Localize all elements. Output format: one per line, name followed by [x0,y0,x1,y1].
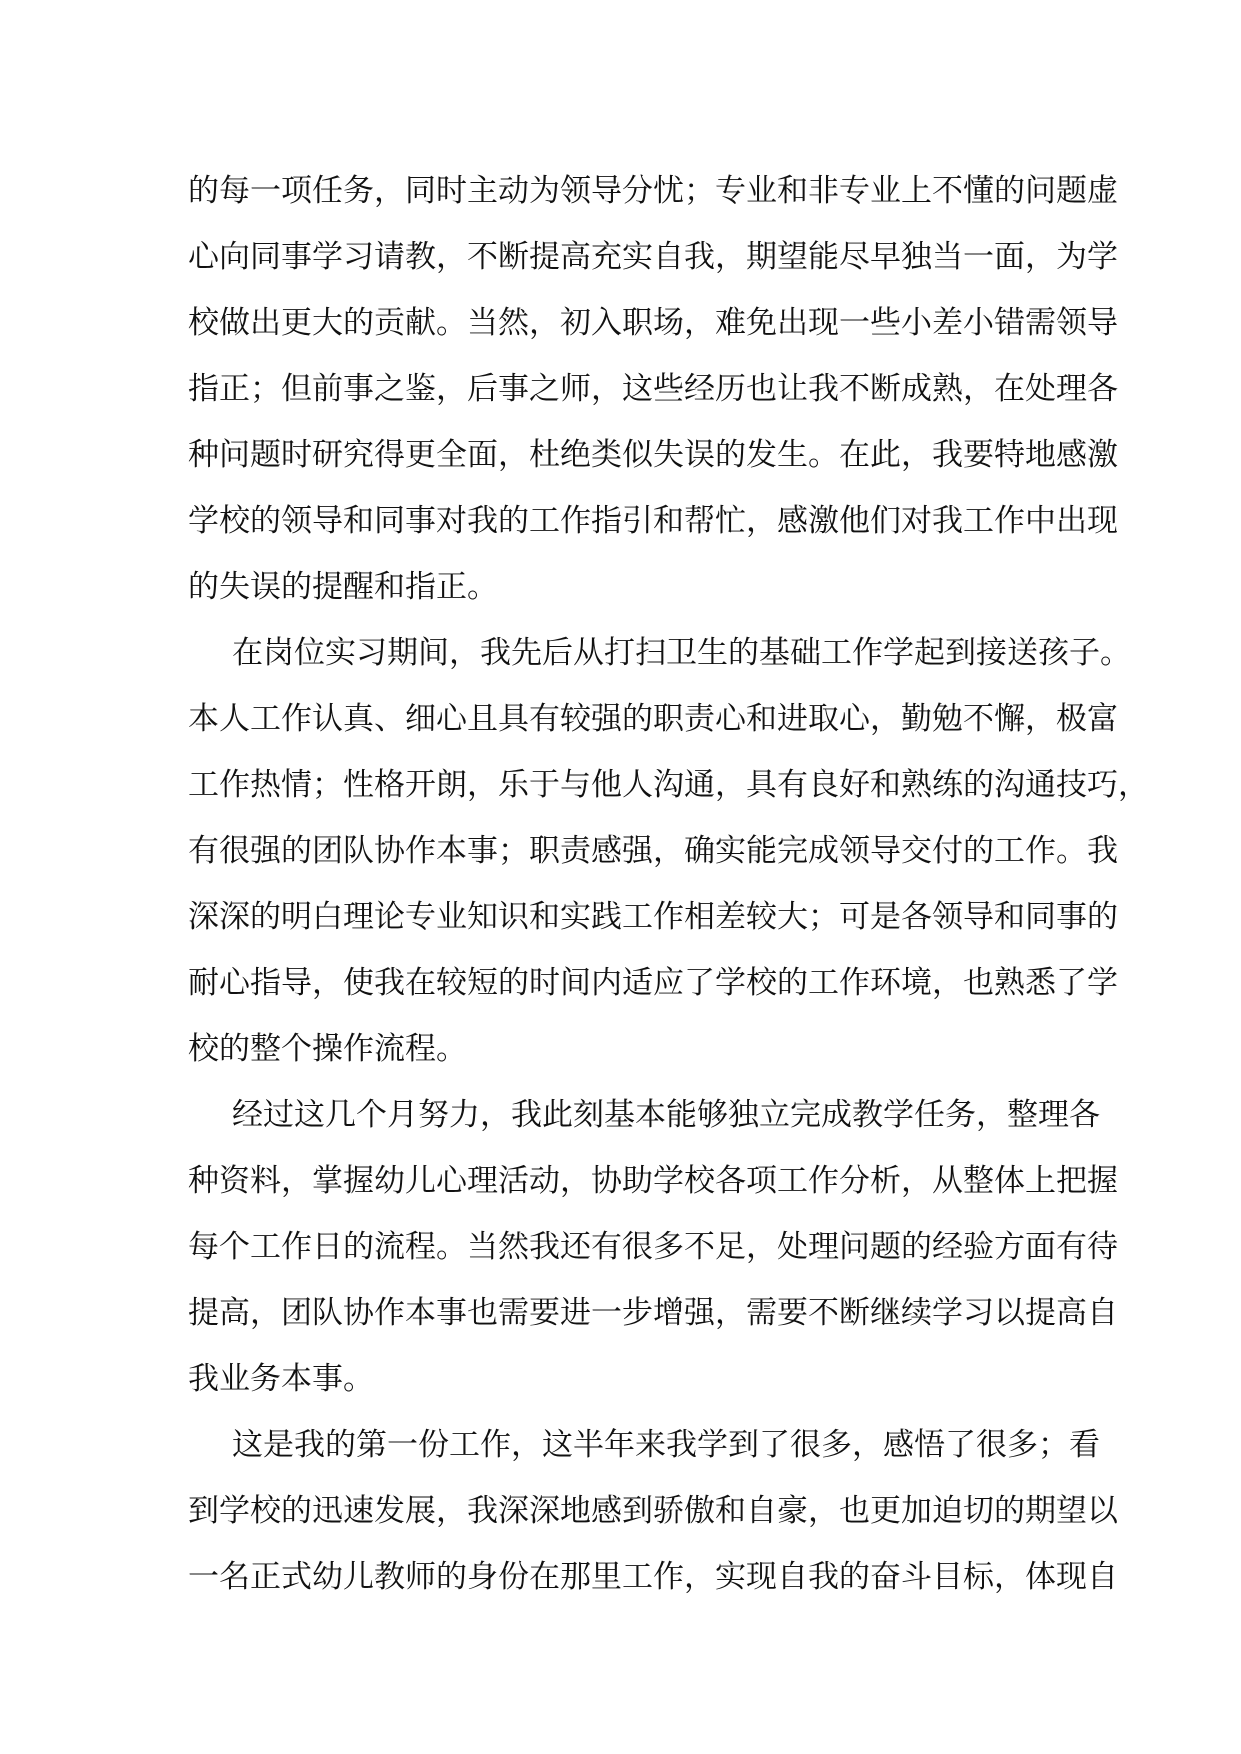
text-line: 心向同事学习请教，不断提高充实自我，期望能尽早独当一面，为学 [188,239,1118,275]
text-line: 我业务本事。 [188,1361,374,1397]
text-line: 有很强的团队协作本事；职责感强，确实能完成领导交付的工作。我 [188,833,1118,869]
text-line: 提高，团队协作本事也需要进一步增强，需要不断继续学习以提高自 [188,1295,1118,1331]
text-line: 指正；但前事之鉴，后事之师，这些经历也让我不断成熟，在处理各 [188,371,1118,407]
text-line: 校做出更大的贡献。当然，初入职场，难免出现一些小差小错需领导 [188,305,1118,341]
body-text [188,158,1149,1610]
text-line: 本人工作认真、细心且具有较强的职责心和进取心，勤勉不懈，极富 [188,701,1118,737]
paragraph-first-line: 经过这几个月努力，我此刻基本能够独立完成教学任务，整理各 [232,1097,1100,1133]
text-line: 到学校的迅速发展，我深深地感到骄傲和自豪，也更加迫切的期望以 [188,1493,1118,1529]
text-line: 学校的领导和同事对我的工作指引和帮忙，感激他们对我工作中出现 [188,503,1118,539]
text-line: 校的整个操作流程。 [188,1031,467,1067]
text-line: 深深的明白理论专业知识和实践工作相差较大；可是各领导和同事的 [188,899,1118,935]
text-line: 的失误的提醒和指正。 [188,569,498,605]
text-line: 种问题时研究得更全面，杜绝类似失误的发生。在此，我要特地感激 [188,437,1118,473]
text-line: 耐心指导，使我在较短的时间内适应了学校的工作环境，也熟悉了学 [188,965,1118,1001]
paragraph-first-line: 在岗位实习期间，我先后从打扫卫生的基础工作学起到接送孩子。 [232,635,1131,671]
text-line: 每个工作日的流程。当然我还有很多不足，处理问题的经验方面有待 [188,1229,1118,1265]
text-line: 工作热情；性格开朗，乐于与他人沟通，具有良好和熟练的沟通技巧， [188,767,1149,803]
text-line: 一名正式幼儿教师的身份在那里工作，实现自我的奋斗目标，体现自 [188,1559,1118,1595]
text-line: 种资料，掌握幼儿心理活动，协助学校各项工作分析，从整体上把握 [188,1163,1118,1199]
paragraph-first-line: 这是我的第一份工作，这半年来我学到了很多，感悟了很多；看 [232,1427,1100,1463]
text-line: 的每一项任务，同时主动为领导分忧；专业和非专业上不懂的问题虚 [188,173,1118,209]
